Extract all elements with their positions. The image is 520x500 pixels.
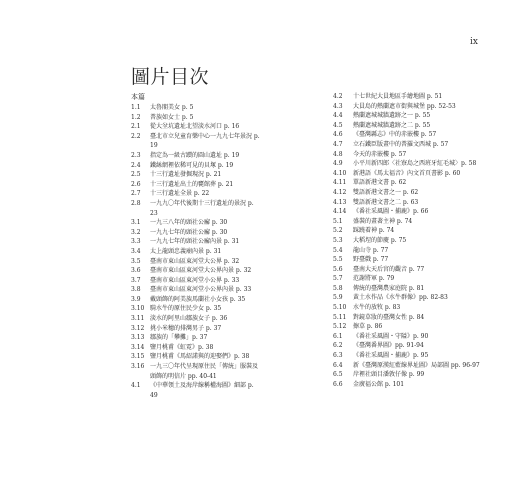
figure-number: 2.3 [131,151,141,159]
figure-number: 4.10 [333,169,347,177]
figure-caption: 臺南大天后宮的觀音 p. 77 [353,265,425,273]
figure-entry [333,351,481,361]
figure-number: 3.10 [131,305,145,313]
figure-number: 4.9 [333,160,343,168]
figure-number: 5.3 [333,236,343,244]
figure-entry [131,161,263,171]
figure-caption: 淡水的阿里山鄒族女子 p. 36 [150,315,228,323]
figure-caption: 對鏡草妝的臺灣女性 p. 84 [353,313,425,321]
figure-number: 5.7 [333,275,343,283]
figure-caption: 鄒族的「攀攤」p. 37 [150,334,208,342]
figure-number: 3.11 [131,315,145,323]
figure-entry [131,304,263,314]
figure-caption: 擦草 p. 86 [353,323,383,331]
figure-number: 6.3 [333,352,343,360]
figure-caption: 龍山寺 p. 77 [353,246,389,254]
figure-caption: 傳統的臺灣農家庭院 p. 81 [353,284,425,292]
figure-entry [131,132,263,151]
figure-number: 3.7 [131,276,141,284]
figure-entry [131,324,263,334]
figure-caption: 《番社采風圖・守隘》p. 90 [353,332,429,340]
figure-entry [131,151,263,161]
figure-number: 5.2 [333,227,343,235]
figure-number: 6.1 [333,332,343,340]
figure-caption: 太魯閣美女 p. 5 [150,104,194,111]
figure-entry [333,150,481,160]
figure-entry [333,246,481,256]
page-number: ix [470,37,478,47]
figure-caption: 指定為一級古蹟的圓山遺址 p. 19 [150,151,240,159]
figure-caption: 一九三〇年代呈現原住民「傳統」服裝及頭飾的明信片 pp. 40-41 [150,363,259,380]
figure-caption: 一九九七年的頭社公廨內景 p. 31 [150,238,240,246]
figure-number: 4.6 [333,131,343,139]
figure-caption: 臺南市東山區東河堂小公界 p. 33 [150,276,240,284]
figure-entry [131,237,263,247]
figure-number: 2.4 [131,161,141,169]
figure-entry [333,188,481,198]
figure-entry [333,169,481,179]
figure-number: 2.1 [131,123,141,131]
figure-caption: 新《臺灣原漢紅藍線界址圖》局部圖 pp. 96-97 [353,361,480,369]
figure-caption: 一九九〇年代後期十三行遺址的景況 p. 23 [150,199,254,217]
figure-caption: 《番社采風圖・捕鹿》p. 95 [353,352,429,360]
figure-number: 4.13 [333,198,347,206]
figure-entry [333,198,481,208]
figure-entry [333,92,481,102]
figure-caption: 黃土水作品《水牛群像》pp. 82-83 [353,294,448,302]
figure-caption: 熱蘭遮城城牆遺跡之二 p. 55 [353,121,431,129]
figure-entry [333,236,481,246]
figure-caption: 鐵絲網裡依稀可見的貝塚 p. 19 [150,161,234,169]
figure-number: 4.8 [333,150,343,158]
figure-number: 3.12 [131,324,145,332]
figure-number: 1.1 [131,104,141,111]
figure-number: 4.1 [131,382,141,390]
figure-caption: 十七世紀大員地區手繪地圖 p. 51 [353,93,443,100]
figure-caption: 大員島的熱蘭遮市街與城堡 pp. 52-53 [353,102,456,110]
figure-number: 3.13 [131,334,145,342]
figure-caption: 戴頭飾的阿美族馬蘭社小女孩 p. 35 [150,295,246,303]
figure-entry [131,276,263,286]
figure-number: 4.7 [333,140,343,148]
figure-caption: 鹽月桃甫《馬紹諾與的迎娶們》p. 38 [150,353,250,361]
figure-number: 5.4 [333,246,343,254]
figure-entry [131,103,263,113]
figure-caption: 騎水牛的原住民少女 p. 35 [150,305,222,313]
figure-caption: 雙語新港文書之一 p. 62 [353,188,419,196]
figure-caption: 小平川新四郎〈社寮島之西班牙紅毛城〉p. 58 [353,160,477,168]
figure-caption: 臺北市立兒童育樂中心一九九七年景況 p. 19 [150,132,260,150]
figure-entry [131,189,263,199]
figure-number: 5.12 [333,323,347,331]
figure-caption: 范謝將軍 p. 79 [353,275,395,283]
figure-entry [333,121,481,131]
figure-caption: 雙語新港文書之二 p. 63 [353,198,419,206]
figure-caption: 水牛的放牧 p. 83 [353,304,401,312]
figure-entry [333,341,481,351]
figure-number: 5.5 [333,256,343,264]
figure-caption: 盛裝的畫著主神 p. 74 [353,217,413,225]
figure-caption: 一九三八年的頭社公廨 p. 30 [150,219,228,227]
figure-entry [131,180,263,190]
figure-entry [131,122,263,132]
figure-caption: 《中華領土及海岸線稱權海圖》細部 p. 49 [150,382,254,399]
figure-number: 4.14 [333,208,347,216]
figure-caption: 熱蘭遮城城牆遺跡之一 p. 55 [353,112,431,120]
figure-number: 3.16 [131,363,145,371]
figure-entry [333,255,481,265]
figure-number: 2.2 [131,132,141,140]
figure-number: 2.8 [131,199,141,207]
right-column [333,92,481,400]
figure-number: 4.5 [333,121,343,129]
figure-caption: 新港語《馬太福音》內文首頁書影 p. 60 [353,169,461,177]
figure-entry [131,113,263,123]
figure-number: 6.4 [333,361,343,369]
figure-entry [333,284,481,294]
figure-number: 2.7 [131,190,141,198]
figure-entry [131,257,263,267]
figure-number: 3.6 [131,267,141,275]
figure-entry [333,313,481,323]
figure-number: 3.9 [131,295,141,303]
figure-caption: 《臺灣縣志》中的赤嵌樓 p. 57 [353,131,437,139]
figure-number: 4.12 [333,188,347,196]
figure-number: 6.6 [333,380,343,388]
left-column [131,92,263,400]
figure-number: 1.2 [131,113,141,121]
figure-entry [333,303,481,313]
figure-entry [333,274,481,284]
figure-caption: 臺南市東山區東河堂小公界內景 p. 33 [150,286,252,294]
figure-caption: 踩蹺着神 p. 74 [353,227,395,235]
figure-entry [333,265,481,275]
figure-number: 5.11 [333,313,347,321]
figure-number: 5.6 [333,265,343,273]
figure-entry [333,322,481,332]
figure-entry [333,102,481,112]
figure-number: 3.2 [131,228,141,236]
figure-number: 3.1 [131,219,141,227]
figure-number: 3.15 [131,353,145,361]
figure-number: 4.3 [333,102,343,110]
figure-number: 3.4 [131,247,141,255]
figure-caption: 岸裡社頭目潘敦仔像 p. 99 [353,371,425,379]
figure-number: 2.6 [131,180,141,188]
figure-number: 6.5 [333,371,343,379]
figure-number: 6.2 [333,342,343,350]
figure-entry [131,228,263,238]
figure-entry [131,362,263,381]
figure-number: 3.14 [131,343,145,351]
figure-entry [333,293,481,303]
figure-entry [131,343,263,353]
figure-entry [131,218,263,228]
figure-number: 4.2 [333,93,343,100]
figure-entry [333,332,481,342]
figure-entry [131,199,263,218]
figure-caption: 從大坌坑遺址北望淡水河口 p. 16 [150,123,240,131]
figure-number: 3.3 [131,238,141,246]
figure-caption: 金廣福公館 p. 101 [353,380,405,388]
figure-number: 4.11 [333,179,347,187]
figure-caption: 臺南市東山區東河堂大公界內景 p. 32 [150,267,252,275]
figure-caption: 鹽月桃甫《虹霓》p. 38 [150,343,214,351]
figure-entry [333,140,481,150]
figure-caption: 大稻埕的節慶 p. 75 [353,236,407,244]
figure-caption: 野臺戲 p. 77 [353,256,389,264]
figure-entry [131,333,263,343]
figure-number: 3.8 [131,286,141,294]
figure-caption: 《臺灣番界圖》pp. 91-94 [353,342,424,350]
figure-number: 5.8 [333,284,343,292]
figure-entry [333,130,481,140]
figure-number: 2.5 [131,171,141,179]
figure-entry [333,370,481,380]
figure-caption: 十三行遺址發掘現況 p. 21 [150,171,222,179]
figure-entry [131,170,263,180]
figure-entry [333,361,481,371]
figure-entry [131,295,263,305]
figure-caption: 《番社采風圖・捕鹿》p. 66 [353,208,429,216]
figure-caption: 挑小米穗的排灣男子 p. 37 [150,324,222,332]
figure-entry [333,178,481,188]
figure-caption: 十三行遺址出土的甕館葬 p. 21 [150,180,234,188]
figure-entry [131,352,263,362]
figure-entry [333,207,481,217]
figure-entry [333,111,481,121]
figure-caption: 今天的赤嵌樓 p. 57 [353,150,407,158]
figure-caption: 太上龍頭忠義廟內景 p. 31 [150,247,222,255]
figure-entry [131,266,263,276]
figure-caption: 一九九七年的頭社公廨 p. 30 [150,228,228,236]
figure-caption: 立石鐵臣版畫中的普羅文西城 p. 57 [353,140,449,148]
figure-caption: 普族如女士 p. 5 [150,113,194,121]
section-label: 本篇 [131,93,145,101]
figure-number: 5.9 [333,294,343,302]
figure-number: 5.1 [333,217,343,225]
figure-entry [131,247,263,257]
figure-entry [131,285,263,295]
figure-entry [333,226,481,236]
figure-entry [131,381,263,400]
figure-number: 5.10 [333,304,347,312]
figure-number: 4.4 [333,112,343,120]
figure-entry [333,159,481,169]
figure-entry [333,380,481,390]
figure-number: 3.5 [131,257,141,265]
figure-caption: 單語新港文書 p. 62 [353,179,407,187]
page-title: 圖片目次 [131,66,210,88]
figure-caption: 十三行遺址全景 p. 22 [150,190,210,198]
table-of-figures [131,92,481,400]
figure-caption: 臺南市東山區東河堂大公界 p. 32 [150,257,240,265]
figure-entry [333,217,481,227]
figure-entry [131,314,263,324]
